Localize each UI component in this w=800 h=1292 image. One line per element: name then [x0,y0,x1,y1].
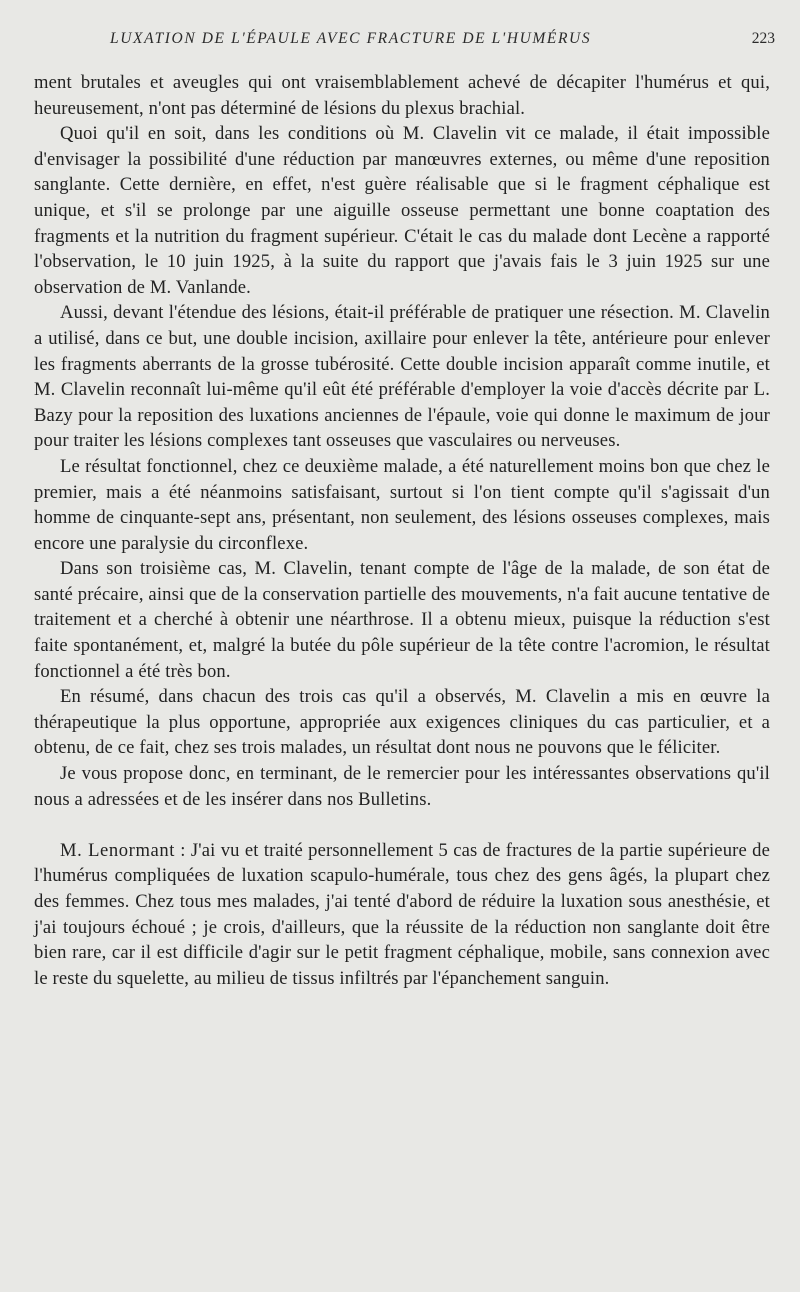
running-title: LUXATION DE L'ÉPAULE AVEC FRACTURE DE L'HUMÉRUS [110,30,592,47]
paragraph: Quoi qu'il en soit, dans les conditions où M. Clavelin vit ce malade, il était impossible d'envisager la possibilité d'une réduction par manœuvres externes, ou même d'une reposition sanglante. Cette dernière, en effet, n'est guère réalisable que si le fragment céphalique est unique, et s'il se prolonge par une aiguille osseuse permettant une bonne coaptation des fragments et la nutrition du fragment supérieur. C'était le cas du malade dont Lecène a rapporté l'observation, le 10 juin 1925, à la suite du rapport que j'avais fais le 3 juin 1925 sur une observation de M. Vanlande. [34,123,770,298]
body-text [34,70,770,991]
page-header [0,30,800,52]
discussion-text: : J'ai vu et traité personnellement 5 cas de fractures de la partie supérieure de l'humérus compliquées de luxation scapulo-humérale, tous chez des gens âgés, la plupart chez des femmes. Chez tous mes malades, j'ai tenté d'abord de réduire la luxation sous anesthésie, et j'ai toujours échoué ; je crois, d'ailleurs, que la réussite de la réduction non sanglante doit être bien rare, car il est difficile d'agir sur le petit fragment céphalique, mobile, sans connexion avec le reste du squelette, au milieu de tissus infiltrés par l'épanchement sanguin. [34,839,770,989]
paragraph: En résumé, dans chacun des trois cas qu'il a observés, M. Clavelin a mis en œuvre la thérapeutique la plus opportune, appropriée aux exigences cliniques du cas particulier, et a obtenu, de ce fait, chez ses trois malades, un résultat dont nous ne pouvons que le féliciter. [34,686,770,759]
paragraph: Dans son troisième cas, M. Clavelin, tenant compte de l'âge de la malade, de son état de santé précaire, ainsi que de la conservation partielle des mouvements, n'a fait aucune tentative de traitement et a cherché à obtenir une néarthrose. Il a obtenu mieux, puisque la réduction s'est faite spontanément, et, malgré la butée du pôle supérieur de la tête contre l'acromion, le résultat fonctionnel a été très bon. [34,558,770,682]
paragraph: Aussi, devant l'étendue des lésions, était-il préférable de pratiquer une résection. M. Clavelin a utilisé, dans ce but, une double incision, axillaire pour enlever la tête, antérieure pour enlever les fragments aberrants de la grosse tubérosité. Cette double incision apparaît comme inutile, et M. Clavelin reconnaît lui-même qu'il eût été préférable d'employer la voie d'accès décrite par L. Bazy pour la reposition des luxations anciennes de l'épaule, voie qui donne le maximum de jour pour traiter les lésions complexes tant osseuses que vasculaires ou nerveuses. [34,302,770,452]
page-number: 223 [751,30,775,47]
paragraph: Le résultat fonctionnel, chez ce deuxième malade, a été naturellement moins bon que chez le premier, mais a été néanmoins satisfaisant, surtout si l'on tient compte qu'il s'agissait d'un homme de cinquante-sept ans, présentant, non seulement, des lésions osseuses complexes, mais encore une paralysie du circonflexe. [34,455,770,554]
paragraph-continuation: ment brutales et aveugles qui ont vraisemblablement achevé de décapiter l'humérus et qui, heureusement, n'ont pas déterminé de lésions du plexus brachial. [34,72,770,119]
discussion-paragraph [34,838,770,992]
speaker-name: M. Lenormant [60,839,176,861]
paragraph: Je vous propose donc, en terminant, de le remercier pour les intéressantes observations qu'il nous a adressées et de les insérer dans nos Bulletins. [34,763,770,810]
